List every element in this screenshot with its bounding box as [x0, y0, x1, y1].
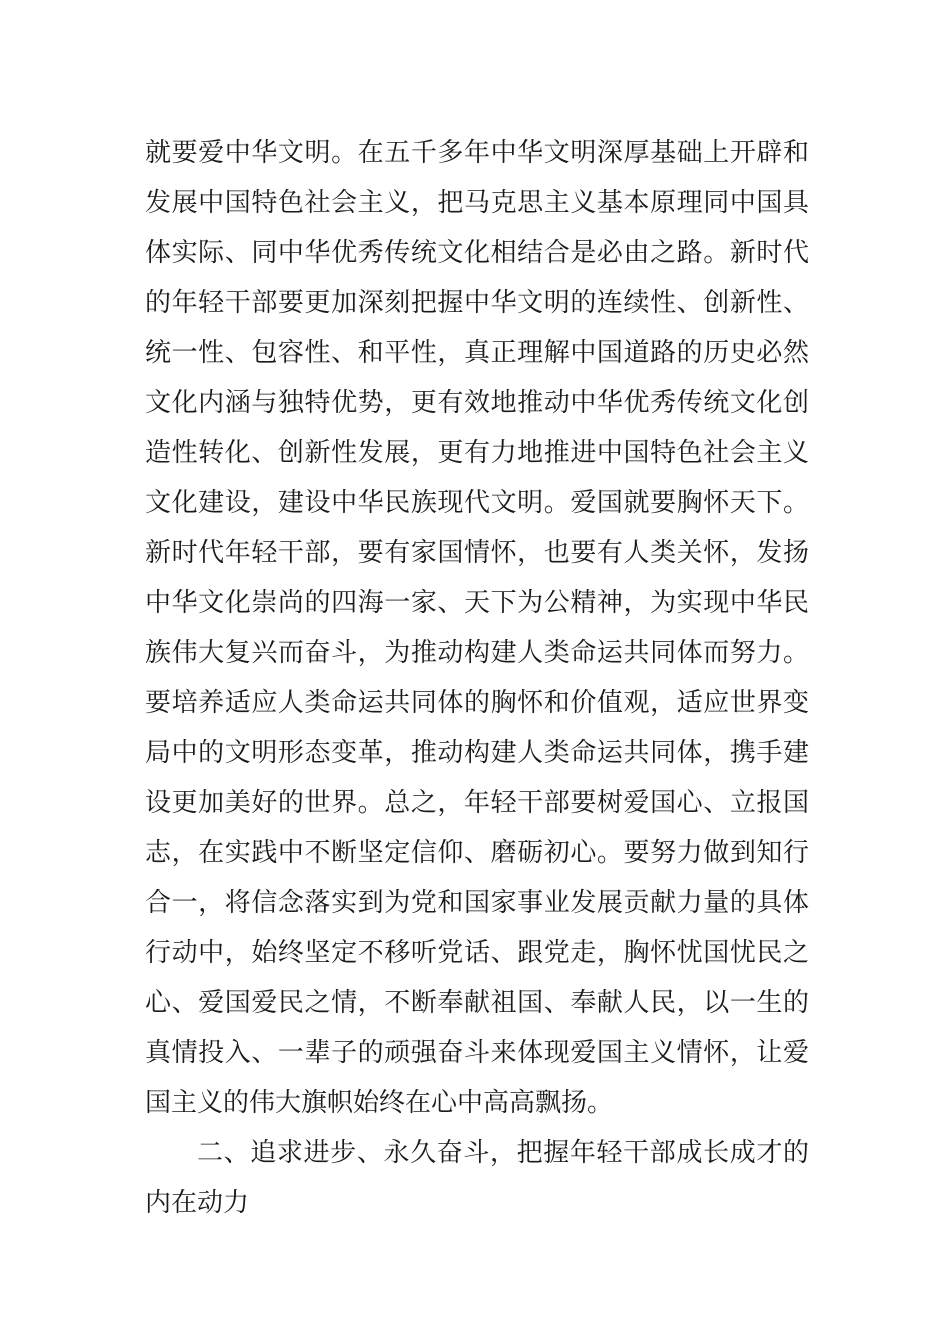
body-line: 的年轻干部要更加深刻把握中华文明的连续性、创新性、: [145, 288, 809, 318]
body-line: 就要爱中华文明。在五千多年中华文明深厚基础上开辟和: [145, 138, 809, 168]
body-line: 中华文化崇尚的四海一家、天下为公精神，为实现中华民: [145, 588, 809, 618]
body-line: 行动中，始终坚定不移听党话、跟党走，胸怀忧国忧民之: [145, 938, 809, 968]
body-line: 设更加美好的世界。总之，年轻干部要树爱国心、立报国: [145, 788, 809, 818]
body-line: 国主义的伟大旗帜始终在心中高高飘扬。: [145, 1088, 614, 1118]
body-line: 合一，将信念落实到为党和国家事业发展贡献力量的具体: [145, 888, 809, 918]
body-line: 要培养适应人类命运共同体的胸怀和价值观，适应世界变: [145, 688, 809, 718]
body-line: 文化建设，建设中华民族现代文明。爱国就要胸怀天下。: [145, 488, 809, 518]
body-line: 发展中国特色社会主义，把马克思主义基本原理同中国具: [145, 188, 809, 218]
body-line: 真情投入、一辈子的顽强奋斗来体现爱国主义情怀，让爱: [145, 1038, 809, 1068]
body-line: 统一性、包容性、和平性，真正理解中国道路的历史必然: [145, 338, 809, 368]
body-line: 体实际、同中华优秀传统文化相结合是必由之路。新时代: [145, 238, 809, 268]
body-line: 心、爱国爱民之情，不断奉献祖国、奉献人民，以一生的: [145, 988, 809, 1018]
body-line: 志，在实践中不断坚定信仰、磨砺初心。要努力做到知行: [145, 838, 809, 868]
body-line: 局中的文明形态变革，推动构建人类命运共同体，携手建: [145, 738, 809, 768]
body-line: 新时代年轻干部，要有家国情怀，也要有人类关怀，发扬: [145, 538, 809, 568]
body-line: 造性转化、创新性发展，更有力地推进中国特色社会主义: [145, 438, 809, 468]
body-line: 文化内涵与独特优势，更有效地推动中华优秀传统文化创: [145, 388, 809, 418]
body-line: 族伟大复兴而奋斗，为推动构建人类命运共同体而努力。: [145, 638, 809, 668]
section-heading-line: 二、追求进步、永久奋斗，把握年轻干部成长成才的: [197, 1138, 809, 1168]
section-heading-line: 内在动力: [145, 1188, 250, 1218]
